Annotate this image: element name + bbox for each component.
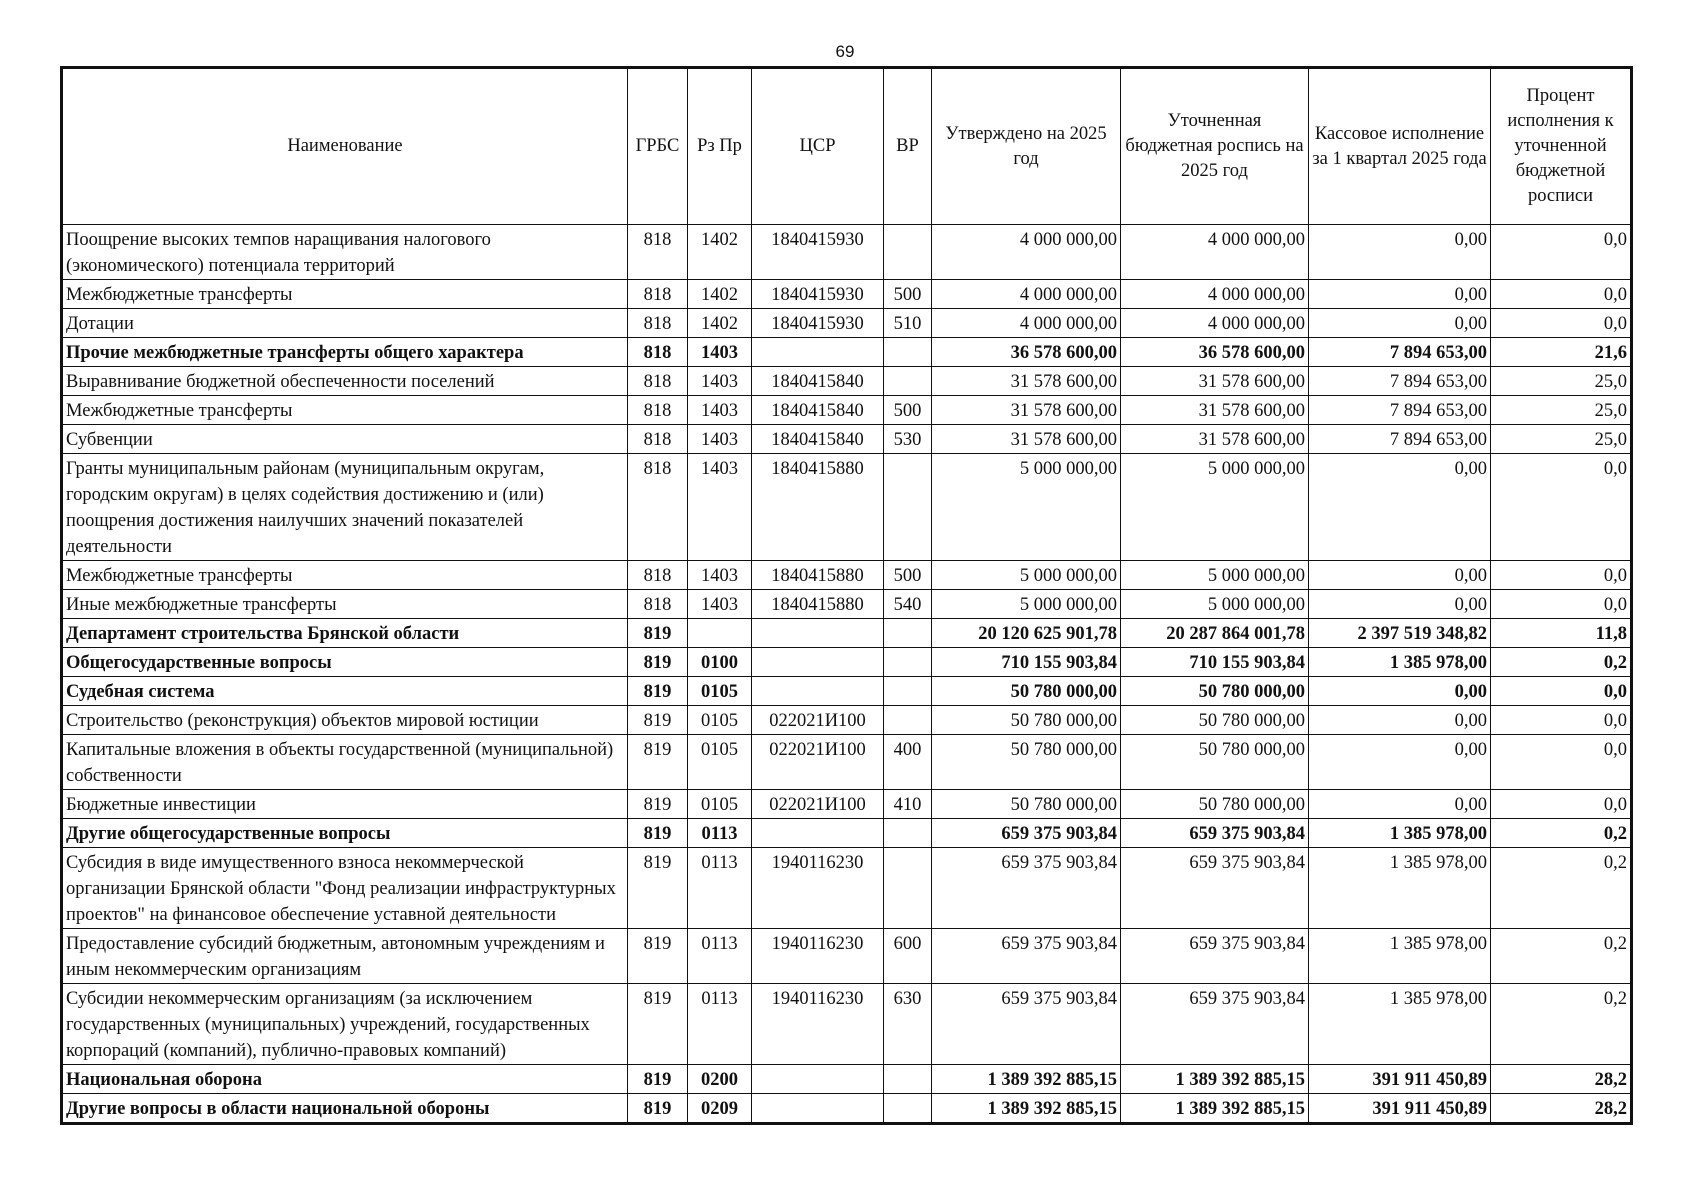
cell-cash: 7 894 653,00 bbox=[1309, 425, 1491, 454]
cell-percent: 0,2 bbox=[1491, 929, 1631, 984]
cell-percent: 0,0 bbox=[1491, 225, 1631, 280]
cell-percent: 0,2 bbox=[1491, 984, 1631, 1065]
cell-approved: 50 780 000,00 bbox=[932, 706, 1121, 735]
cell-cash: 1 385 978,00 bbox=[1309, 984, 1491, 1065]
cell-approved: 5 000 000,00 bbox=[932, 590, 1121, 619]
table-row bbox=[63, 561, 1631, 590]
cell-approved: 659 375 903,84 bbox=[932, 848, 1121, 929]
cell-approved: 36 578 600,00 bbox=[932, 338, 1121, 367]
cell-vr bbox=[884, 648, 932, 677]
cell-approved: 659 375 903,84 bbox=[932, 929, 1121, 984]
table-row bbox=[63, 309, 1631, 338]
cell-percent: 0,2 bbox=[1491, 848, 1631, 929]
cell-cash: 0,00 bbox=[1309, 454, 1491, 561]
cell-cash: 391 911 450,89 bbox=[1309, 1094, 1491, 1123]
cell-name: Выравнивание бюджетной обеспеченности поселений bbox=[63, 367, 628, 396]
cell-vr bbox=[884, 1094, 932, 1123]
cell-percent: 11,8 bbox=[1491, 619, 1631, 648]
cell-refined: 31 578 600,00 bbox=[1121, 425, 1309, 454]
cell-cash: 0,00 bbox=[1309, 706, 1491, 735]
table-row bbox=[63, 929, 1631, 984]
cell-grbs: 819 bbox=[628, 677, 688, 706]
cell-csr: 022021И100 bbox=[752, 735, 884, 790]
cell-approved: 20 120 625 901,78 bbox=[932, 619, 1121, 648]
cell-csr: 1840415880 bbox=[752, 590, 884, 619]
cell-cash: 7 894 653,00 bbox=[1309, 367, 1491, 396]
table-row bbox=[63, 590, 1631, 619]
cell-refined: 5 000 000,00 bbox=[1121, 454, 1309, 561]
cell-csr bbox=[752, 338, 884, 367]
cell-grbs: 819 bbox=[628, 984, 688, 1065]
cell-name: Иные межбюджетные трансферты bbox=[63, 590, 628, 619]
cell-grbs: 818 bbox=[628, 225, 688, 280]
cell-percent: 0,0 bbox=[1491, 454, 1631, 561]
cell-vr bbox=[884, 225, 932, 280]
cell-percent: 0,2 bbox=[1491, 648, 1631, 677]
cell-name: Межбюджетные трансферты bbox=[63, 280, 628, 309]
cell-vr: 540 bbox=[884, 590, 932, 619]
cell-csr: 1840415880 bbox=[752, 454, 884, 561]
table-row bbox=[63, 848, 1631, 929]
cell-csr: 1840415930 bbox=[752, 280, 884, 309]
cell-csr bbox=[752, 648, 884, 677]
cell-refined: 659 375 903,84 bbox=[1121, 848, 1309, 929]
table-row bbox=[63, 1065, 1631, 1094]
cell-refined: 31 578 600,00 bbox=[1121, 396, 1309, 425]
cell-csr: 1840415930 bbox=[752, 225, 884, 280]
cell-approved: 5 000 000,00 bbox=[932, 454, 1121, 561]
cell-name: Субсидия в виде имущественного взноса некоммерческой организации Брянской области "Фонд реализации инфраструктурных проектов" на финансовое обеспечение уставной деятельности bbox=[63, 848, 628, 929]
cell-refined: 659 375 903,84 bbox=[1121, 929, 1309, 984]
cell-rzpr: 1402 bbox=[688, 280, 752, 309]
cell-grbs: 819 bbox=[628, 735, 688, 790]
cell-approved: 659 375 903,84 bbox=[932, 819, 1121, 848]
cell-approved: 4 000 000,00 bbox=[932, 309, 1121, 338]
cell-refined: 50 780 000,00 bbox=[1121, 790, 1309, 819]
cell-grbs: 818 bbox=[628, 454, 688, 561]
cell-percent: 0,0 bbox=[1491, 309, 1631, 338]
cell-percent: 25,0 bbox=[1491, 367, 1631, 396]
cell-grbs: 818 bbox=[628, 338, 688, 367]
cell-csr: 1840415880 bbox=[752, 561, 884, 590]
cell-vr: 500 bbox=[884, 396, 932, 425]
cell-name: Строительство (реконструкция) объектов мировой юстиции bbox=[63, 706, 628, 735]
cell-name: Гранты муниципальным районам (муниципальным округам, городским округам) в целях содействия достижению и (или) поощрения достижения наилучших значений показателей деятельности bbox=[63, 454, 628, 561]
cell-cash: 7 894 653,00 bbox=[1309, 396, 1491, 425]
cell-cash: 7 894 653,00 bbox=[1309, 338, 1491, 367]
cell-refined: 5 000 000,00 bbox=[1121, 590, 1309, 619]
cell-vr bbox=[884, 338, 932, 367]
cell-rzpr: 1403 bbox=[688, 590, 752, 619]
cell-approved: 50 780 000,00 bbox=[932, 790, 1121, 819]
cell-csr bbox=[752, 619, 884, 648]
cell-rzpr: 0105 bbox=[688, 790, 752, 819]
cell-refined: 5 000 000,00 bbox=[1121, 561, 1309, 590]
table-row bbox=[63, 677, 1631, 706]
cell-rzpr: 1403 bbox=[688, 367, 752, 396]
table-header bbox=[63, 69, 1631, 225]
cell-rzpr: 0105 bbox=[688, 677, 752, 706]
cell-name: Другие общегосударственные вопросы bbox=[63, 819, 628, 848]
cell-approved: 31 578 600,00 bbox=[932, 367, 1121, 396]
table-row bbox=[63, 819, 1631, 848]
cell-rzpr: 1403 bbox=[688, 338, 752, 367]
cell-vr bbox=[884, 619, 932, 648]
cell-approved: 50 780 000,00 bbox=[932, 677, 1121, 706]
cell-name: Бюджетные инвестиции bbox=[63, 790, 628, 819]
cell-cash: 0,00 bbox=[1309, 677, 1491, 706]
cell-name: Национальная оборона bbox=[63, 1065, 628, 1094]
table-body bbox=[63, 225, 1631, 1123]
cell-rzpr: 0105 bbox=[688, 735, 752, 790]
cell-refined: 20 287 864 001,78 bbox=[1121, 619, 1309, 648]
cell-percent: 25,0 bbox=[1491, 396, 1631, 425]
table-row bbox=[63, 984, 1631, 1065]
cell-csr: 1840415840 bbox=[752, 396, 884, 425]
cell-grbs: 818 bbox=[628, 280, 688, 309]
table-row bbox=[63, 790, 1631, 819]
header-percent: Процент исполнения к уточненной бюджетной росписи bbox=[1491, 69, 1631, 225]
header-vr: ВР bbox=[884, 69, 932, 225]
cell-rzpr: 0209 bbox=[688, 1094, 752, 1123]
cell-name: Другие вопросы в области национальной обороны bbox=[63, 1094, 628, 1123]
cell-rzpr: 0113 bbox=[688, 848, 752, 929]
cell-refined: 659 375 903,84 bbox=[1121, 819, 1309, 848]
cell-csr bbox=[752, 1065, 884, 1094]
table-row bbox=[63, 735, 1631, 790]
cell-refined: 710 155 903,84 bbox=[1121, 648, 1309, 677]
cell-vr: 410 bbox=[884, 790, 932, 819]
cell-vr bbox=[884, 706, 932, 735]
page-number: 69 bbox=[835, 42, 855, 61]
cell-name: Прочие межбюджетные трансферты общего характера bbox=[63, 338, 628, 367]
cell-grbs: 819 bbox=[628, 1065, 688, 1094]
cell-rzpr: 0200 bbox=[688, 1065, 752, 1094]
cell-name: Межбюджетные трансферты bbox=[63, 561, 628, 590]
cell-grbs: 819 bbox=[628, 848, 688, 929]
cell-percent: 21,6 bbox=[1491, 338, 1631, 367]
cell-refined: 50 780 000,00 bbox=[1121, 706, 1309, 735]
cell-csr: 022021И100 bbox=[752, 790, 884, 819]
cell-percent: 0,0 bbox=[1491, 280, 1631, 309]
header-refined: Уточненная бюджетная роспись на 2025 год bbox=[1121, 69, 1309, 225]
header-cash: Кассовое исполнение за 1 квартал 2025 года bbox=[1309, 69, 1491, 225]
cell-grbs: 819 bbox=[628, 1094, 688, 1123]
cell-cash: 1 385 978,00 bbox=[1309, 648, 1491, 677]
cell-cash: 1 385 978,00 bbox=[1309, 819, 1491, 848]
cell-grbs: 819 bbox=[628, 706, 688, 735]
cell-refined: 4 000 000,00 bbox=[1121, 225, 1309, 280]
cell-rzpr: 1402 bbox=[688, 225, 752, 280]
cell-grbs: 818 bbox=[628, 425, 688, 454]
cell-vr: 600 bbox=[884, 929, 932, 984]
cell-percent: 0,0 bbox=[1491, 590, 1631, 619]
cell-rzpr: 0113 bbox=[688, 929, 752, 984]
table-row bbox=[63, 425, 1631, 454]
cell-vr bbox=[884, 819, 932, 848]
cell-percent: 0,0 bbox=[1491, 735, 1631, 790]
cell-cash: 2 397 519 348,82 bbox=[1309, 619, 1491, 648]
cell-refined: 4 000 000,00 bbox=[1121, 280, 1309, 309]
cell-approved: 31 578 600,00 bbox=[932, 425, 1121, 454]
cell-refined: 1 389 392 885,15 bbox=[1121, 1094, 1309, 1123]
cell-rzpr: 0113 bbox=[688, 984, 752, 1065]
cell-name: Капитальные вложения в объекты государственной (муниципальной) собственности bbox=[63, 735, 628, 790]
cell-name: Дотации bbox=[63, 309, 628, 338]
cell-vr bbox=[884, 848, 932, 929]
cell-name: Поощрение высоких темпов наращивания налогового (экономического) потенциала территорий bbox=[63, 225, 628, 280]
cell-grbs: 819 bbox=[628, 648, 688, 677]
cell-cash: 0,00 bbox=[1309, 280, 1491, 309]
cell-grbs: 819 bbox=[628, 929, 688, 984]
cell-percent: 28,2 bbox=[1491, 1094, 1631, 1123]
cell-cash: 0,00 bbox=[1309, 561, 1491, 590]
cell-csr: 1840415840 bbox=[752, 425, 884, 454]
cell-csr: 1940116230 bbox=[752, 929, 884, 984]
table-row bbox=[63, 338, 1631, 367]
cell-cash: 391 911 450,89 bbox=[1309, 1065, 1491, 1094]
table-row bbox=[63, 225, 1631, 280]
cell-csr bbox=[752, 677, 884, 706]
header-rzpr: Рз Пр bbox=[688, 69, 752, 225]
cell-cash: 0,00 bbox=[1309, 590, 1491, 619]
cell-approved: 659 375 903,84 bbox=[932, 984, 1121, 1065]
cell-percent: 0,0 bbox=[1491, 677, 1631, 706]
cell-rzpr: 1402 bbox=[688, 309, 752, 338]
cell-grbs: 818 bbox=[628, 590, 688, 619]
cell-vr bbox=[884, 1065, 932, 1094]
cell-vr bbox=[884, 677, 932, 706]
cell-refined: 50 780 000,00 bbox=[1121, 735, 1309, 790]
table-row bbox=[63, 280, 1631, 309]
cell-percent: 0,0 bbox=[1491, 561, 1631, 590]
cell-approved: 31 578 600,00 bbox=[932, 396, 1121, 425]
cell-name: Судебная система bbox=[63, 677, 628, 706]
cell-cash: 1 385 978,00 bbox=[1309, 848, 1491, 929]
cell-rzpr bbox=[688, 619, 752, 648]
cell-cash: 1 385 978,00 bbox=[1309, 929, 1491, 984]
header-name: Наименование bbox=[63, 69, 628, 225]
cell-vr: 500 bbox=[884, 561, 932, 590]
cell-rzpr: 1403 bbox=[688, 561, 752, 590]
cell-approved: 710 155 903,84 bbox=[932, 648, 1121, 677]
cell-csr: 1840415930 bbox=[752, 309, 884, 338]
cell-csr: 1940116230 bbox=[752, 984, 884, 1065]
cell-csr bbox=[752, 1094, 884, 1123]
cell-rzpr: 1403 bbox=[688, 396, 752, 425]
cell-csr: 022021И100 bbox=[752, 706, 884, 735]
cell-csr: 1940116230 bbox=[752, 848, 884, 929]
cell-percent: 28,2 bbox=[1491, 1065, 1631, 1094]
cell-vr: 510 bbox=[884, 309, 932, 338]
cell-cash: 0,00 bbox=[1309, 225, 1491, 280]
cell-percent: 0,0 bbox=[1491, 790, 1631, 819]
cell-rzpr: 0100 bbox=[688, 648, 752, 677]
cell-vr bbox=[884, 367, 932, 396]
cell-refined: 4 000 000,00 bbox=[1121, 309, 1309, 338]
cell-rzpr: 1403 bbox=[688, 454, 752, 561]
cell-refined: 50 780 000,00 bbox=[1121, 677, 1309, 706]
cell-refined: 659 375 903,84 bbox=[1121, 984, 1309, 1065]
cell-rzpr: 0105 bbox=[688, 706, 752, 735]
cell-rzpr: 1403 bbox=[688, 425, 752, 454]
cell-name: Субвенции bbox=[63, 425, 628, 454]
cell-refined: 36 578 600,00 bbox=[1121, 338, 1309, 367]
cell-cash: 0,00 bbox=[1309, 309, 1491, 338]
cell-grbs: 818 bbox=[628, 561, 688, 590]
budget-table bbox=[62, 68, 1631, 1123]
cell-refined: 31 578 600,00 bbox=[1121, 367, 1309, 396]
cell-approved: 1 389 392 885,15 bbox=[932, 1065, 1121, 1094]
cell-approved: 4 000 000,00 bbox=[932, 225, 1121, 280]
cell-cash: 0,00 bbox=[1309, 790, 1491, 819]
cell-vr: 530 bbox=[884, 425, 932, 454]
cell-approved: 4 000 000,00 bbox=[932, 280, 1121, 309]
cell-vr: 630 bbox=[884, 984, 932, 1065]
cell-refined: 1 389 392 885,15 bbox=[1121, 1065, 1309, 1094]
cell-vr bbox=[884, 454, 932, 561]
cell-grbs: 819 bbox=[628, 790, 688, 819]
cell-grbs: 819 bbox=[628, 819, 688, 848]
cell-name: Предоставление субсидий бюджетным, автономным учреждениям и иным некоммерческим организациям bbox=[63, 929, 628, 984]
cell-approved: 5 000 000,00 bbox=[932, 561, 1121, 590]
cell-approved: 1 389 392 885,15 bbox=[932, 1094, 1121, 1123]
table-row bbox=[63, 454, 1631, 561]
cell-vr: 500 bbox=[884, 280, 932, 309]
table-row bbox=[63, 396, 1631, 425]
table-row bbox=[63, 619, 1631, 648]
cell-csr bbox=[752, 819, 884, 848]
header-approved: Утверждено на 2025 год bbox=[932, 69, 1121, 225]
cell-percent: 0,0 bbox=[1491, 706, 1631, 735]
cell-grbs: 818 bbox=[628, 367, 688, 396]
cell-percent: 0,2 bbox=[1491, 819, 1631, 848]
cell-name: Субсидии некоммерческим организациям (за исключением государственных (муниципальных) учреждений, государственных корпораций (компаний), публично-правовых компаний) bbox=[63, 984, 628, 1065]
table-row bbox=[63, 367, 1631, 396]
cell-grbs: 818 bbox=[628, 309, 688, 338]
cell-vr: 400 bbox=[884, 735, 932, 790]
cell-grbs: 819 bbox=[628, 619, 688, 648]
table-row bbox=[63, 648, 1631, 677]
cell-percent: 25,0 bbox=[1491, 425, 1631, 454]
cell-name: Общегосударственные вопросы bbox=[63, 648, 628, 677]
table-row bbox=[63, 1094, 1631, 1123]
cell-name: Департамент строительства Брянской области bbox=[63, 619, 628, 648]
cell-name: Межбюджетные трансферты bbox=[63, 396, 628, 425]
cell-csr: 1840415840 bbox=[752, 367, 884, 396]
header-grbs: ГРБС bbox=[628, 69, 688, 225]
cell-approved: 50 780 000,00 bbox=[932, 735, 1121, 790]
cell-cash: 0,00 bbox=[1309, 735, 1491, 790]
table-row bbox=[63, 706, 1631, 735]
cell-grbs: 818 bbox=[628, 396, 688, 425]
cell-rzpr: 0113 bbox=[688, 819, 752, 848]
header-csr: ЦСР bbox=[752, 69, 884, 225]
